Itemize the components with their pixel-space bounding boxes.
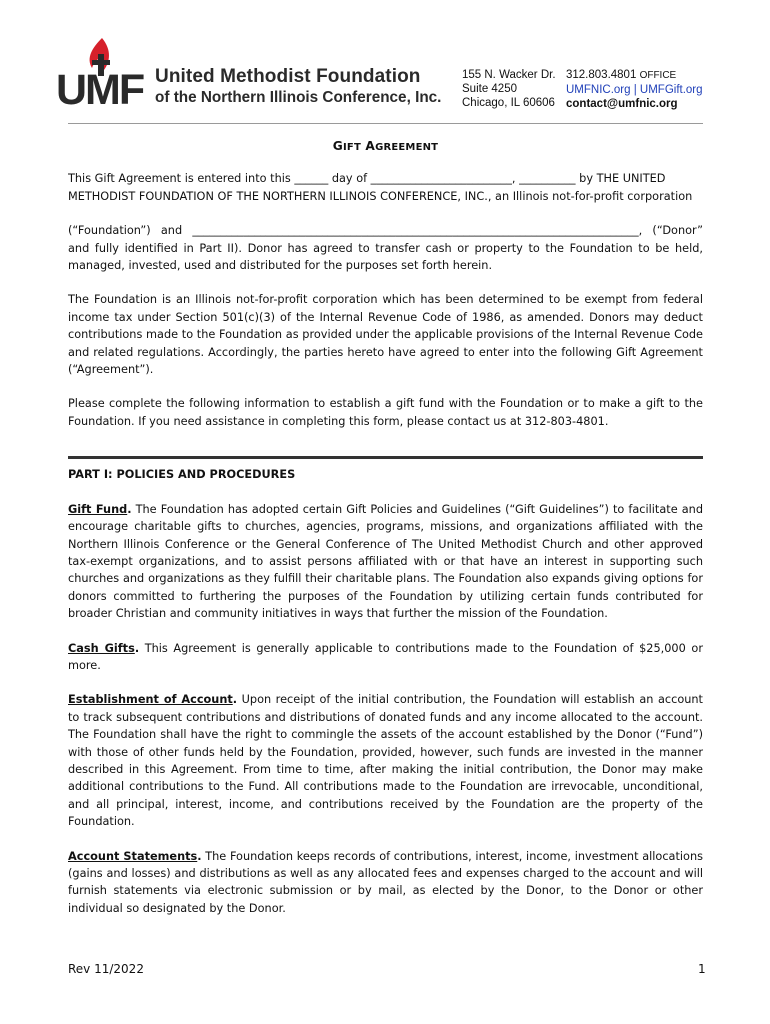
address-line3: Chicago, IL 60606 bbox=[462, 97, 555, 109]
address-block bbox=[462, 68, 556, 110]
intro-line2: METHODIST FOUNDATION OF THE NORTHERN ILLINOIS CONFERENCE, INC., an Illinois not-for-profit corporation bbox=[68, 189, 693, 203]
title-greement: GREEMENT bbox=[375, 142, 439, 153]
contact-block bbox=[566, 68, 703, 111]
section-heading: Account Statements bbox=[68, 849, 198, 863]
section-account-statements: Account Statements. The Foundation keeps records of contributions, interest, income, investment allocations (gains and losses) and distributions as well as any allocated fees and expenses charged to the account and will furnish statements via electronic submission or by mail, as elected by the Donor, to the Donor or other individual so designated by the Donor. bbox=[68, 849, 703, 915]
intro-line1: This Gift Agreement is entered into this ______ day of _________________________, __________ by THE UNITED bbox=[68, 172, 666, 186]
revision-label: Rev 11/2022 bbox=[68, 962, 144, 976]
intro-paragraph-tax-status: The Foundation is an Illinois not-for-profit corporation which has been determined to be exempt from federal income tax under Section 501(c)(3) of the Internal Revenue Code of 1986, as amended. Donors may deduct contributions made to the Foundation as provided under the applicable provisions of the Internal Revenue Code and related regulations. Accordingly, the parties hereto have agreed to enter into the following Gift Agreement (“Agreement”). bbox=[68, 293, 703, 377]
umf-logo bbox=[56, 36, 441, 108]
part1-title: PART I: POLICIES AND PROCEDURES bbox=[68, 468, 296, 482]
website-links[interactable]: UMFNIC.org | UMFGift.org bbox=[566, 84, 703, 96]
intro-paragraph-donor: (“Foundation”) and _______________________________________________________________________________, (“Donor” and fully identified in Part II). Donor has agreed to transfer cash or property to the Foundation to be held, managed, invested, used and distributed for the purposes set forth herein. bbox=[68, 224, 703, 273]
section-establishment-of-account: Establishment of Account. Upon receipt of the initial contribution, the Foundation will establish an account to track subsequent contributions and distributions of donated funds and any income allocated to the account. The Foundation shall have the right to commingle the assets of the account established by the Donor (“Fund”) with those of other funds held by the Foundation, provided, however, such funds are invested in the manner described in this Agreement. From time to time, after making the initial contribution, the Donor may make additional contributions to the Fund. All contributions made to the Foundation are irrevocable, unconditional, and all principal, interest, income, and contributions received by the Foundation are the property of the Foundation. bbox=[68, 693, 703, 829]
page-number: 1 bbox=[698, 962, 706, 976]
phone-number: 312.803.4801 bbox=[566, 69, 637, 81]
section-body: The Foundation has adopted certain Gift Policies and Guidelines (“Gift Guidelines”) to facilitate and encourage charitable gifts to churches, agencies, programs, missions, and organizations affiliated with the Northern Illinois Conference or the General Conference of The United Methodist Church and other approved tax-exempt organizations, and to assist persons affiliated with or that have an interest in supporting such churches and organizations as they fulfill their charitable plans. The Foundation also expands giving options for donors committed to furthering the purposes of the Foundation by utilizing certain funds contributed for broader Christian and community initiatives in ways that further the mission of the Foundation. bbox=[68, 502, 703, 621]
flame-cross-icon bbox=[56, 36, 156, 108]
svg-text:UMF: UMF bbox=[56, 66, 144, 108]
phone-label: OFFICE bbox=[639, 70, 677, 81]
org-name-line1: United Methodist Foundation bbox=[155, 66, 421, 87]
section-heading: Cash Gifts bbox=[68, 641, 135, 655]
section-body: The Foundation keeps records of contributions, interest, income, investment allocations (gains and losses) and distributions as well as any allocated fees and expenses charged to the account and will furnish statements via electronic submission or by mail, as elected by the Donor, to the Donor or other individual so designated by the Donor. bbox=[68, 849, 703, 915]
agreement-body bbox=[68, 138, 703, 917]
contact-email[interactable]: contact@umfnic.org bbox=[566, 98, 678, 110]
org-name-line2: of the Northern Illinois Conference, Inc. bbox=[155, 89, 442, 106]
title-g: G bbox=[332, 139, 343, 153]
document-title bbox=[68, 138, 703, 156]
address-line1: 155 N. Wacker Dr. bbox=[462, 69, 556, 81]
header-divider bbox=[68, 123, 703, 124]
section-heading: Establishment of Account bbox=[68, 693, 233, 707]
part1-divider bbox=[68, 456, 703, 459]
section-gift-fund: Gift Fund. The Foundation has adopted certain Gift Policies and Guidelines (“Gift Guidelines”) to facilitate and encourage charitable gifts to churches, agencies, programs, missions, and organizations affiliated with the Northern Illinois Conference or the General Conference of The United Methodist Church and other approved tax-exempt organizations, and to assist persons affiliated with or that have an interest in supporting such churches and organizations as they fulfill their charitable plans. The Foundation also expands giving options for donors committed to furthering the purposes of the Foundation by utilizing certain funds contributed for broader Christian and community initiatives in ways that further the mission of the Foundation. bbox=[68, 502, 703, 621]
section-heading: Gift Fund bbox=[68, 502, 128, 516]
section-cash-gifts: Cash Gifts. This Agreement is generally applicable to contributions made to the Foundation of $25,000 or more. bbox=[68, 641, 703, 672]
intro-paragraph-instructions: Please complete the following information to establish a gift fund with the Foundation or to make a gift to the Foundation. If you need assistance in completing this form, please contact us at 312-803-4801. bbox=[68, 397, 703, 428]
title-ift: IFT bbox=[343, 142, 361, 153]
title-a: A bbox=[360, 139, 376, 153]
section-body: This Agreement is generally applicable to contributions made to the Foundation of $25,000 or more. bbox=[68, 641, 703, 672]
section-body: Upon receipt of the initial contribution, the Foundation will establish an account to track subsequent contributions and distributions of donated funds and any income allocated to the account. The Foundation shall have the right to commingle the assets of the account established by the Donor (“Fund”) with those of other funds held by the Foundation, provided, however, such funds are invested in the manner described in this Agreement. From time to time, after making the initial contribution, the Donor may make additional contributions to the Fund. All contributions made to the Foundation are irrevocable, unconditional, and all principal, interest, income, and contributions received by the Foundation are the property of the Foundation. bbox=[68, 693, 703, 829]
address-line2: Suite 4250 bbox=[462, 83, 517, 95]
